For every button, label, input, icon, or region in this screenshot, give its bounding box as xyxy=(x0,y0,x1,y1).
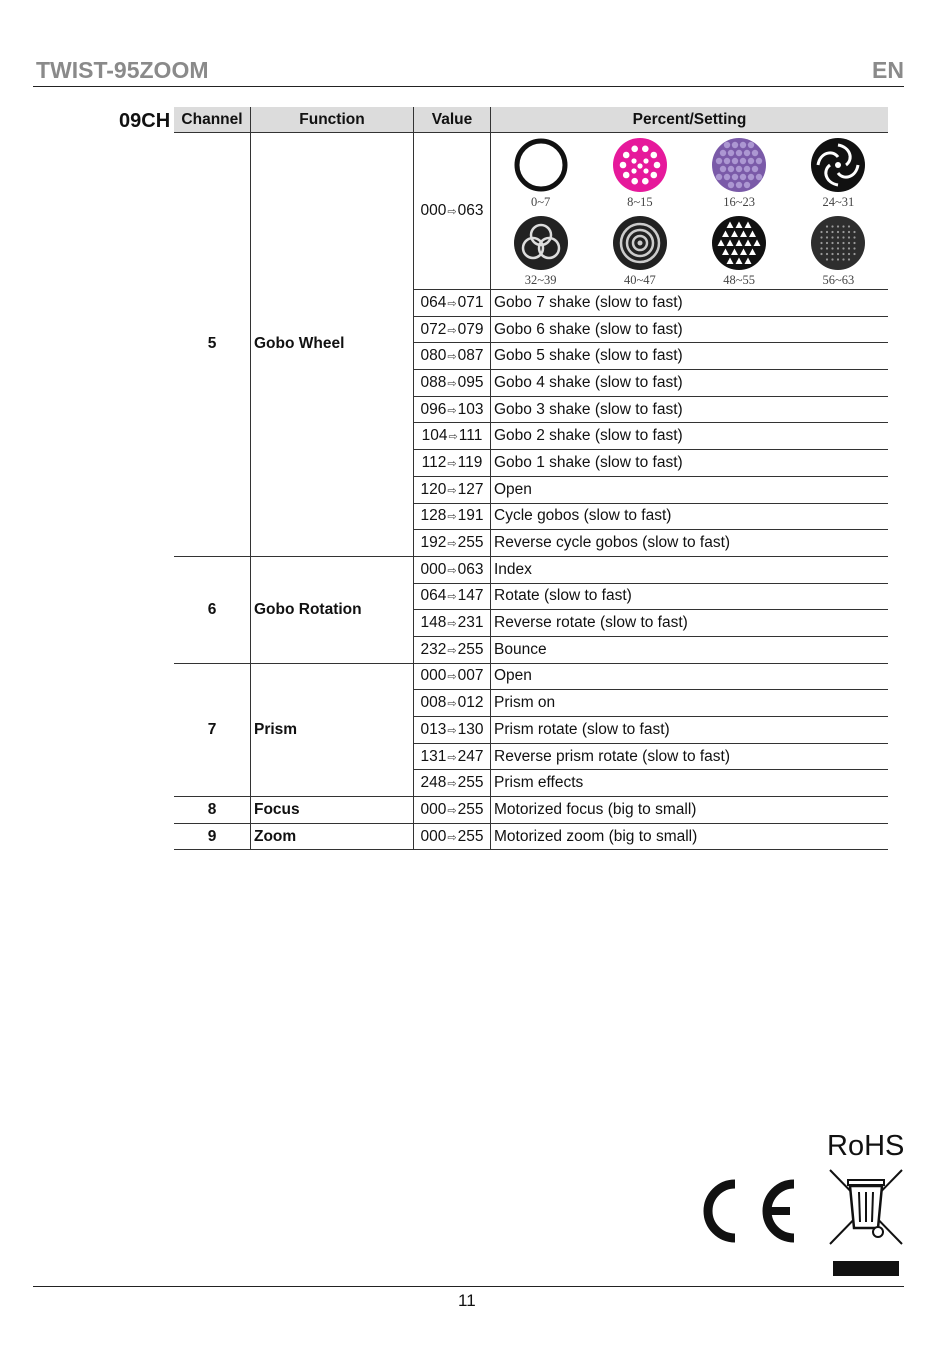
channel-function: Gobo Wheel xyxy=(251,133,414,557)
arrow-icon: ⇨ xyxy=(447,778,457,791)
value-range xyxy=(414,770,491,797)
setting-text: Gobo 1 shake (slow to fast) xyxy=(491,450,889,477)
arrow-icon: ⇨ xyxy=(447,804,457,817)
value-to: 255 xyxy=(457,534,484,552)
value-range xyxy=(414,476,491,503)
setting-text: Reverse prism rotate (slow to fast) xyxy=(491,743,889,770)
setting-text: Gobo 3 shake (slow to fast) xyxy=(491,396,889,423)
gobo-slot xyxy=(590,211,689,289)
channel-number: 6 xyxy=(174,556,251,663)
arrow-icon: ⇨ xyxy=(448,431,458,444)
channel-function: Gobo Rotation xyxy=(251,556,414,663)
value-from: 008 xyxy=(420,694,447,712)
value-from: 000 xyxy=(420,827,447,845)
value-range xyxy=(414,690,491,717)
rings-gobo-icon xyxy=(513,215,569,271)
arrow-icon: ⇨ xyxy=(447,206,457,218)
channel-function: Focus xyxy=(251,797,414,824)
gobo-slot xyxy=(491,133,590,211)
rose-gobo-icon xyxy=(612,215,668,271)
arrow-icon: ⇨ xyxy=(447,751,457,764)
setting-text: Rotate (slow to fast) xyxy=(491,583,889,610)
value-from: 000 xyxy=(420,800,447,818)
arrow-icon: ⇨ xyxy=(447,831,457,844)
star-mesh-gobo-icon xyxy=(711,215,767,271)
arrow-icon: ⇨ xyxy=(447,377,457,390)
gobo-slot xyxy=(789,211,888,289)
header-value: Value xyxy=(414,107,491,133)
table-row xyxy=(174,133,888,290)
arrow-icon: ⇨ xyxy=(447,351,457,364)
gobo-range: 48~55 xyxy=(723,273,755,287)
purple-bubbles-gobo-icon xyxy=(711,137,767,193)
table-row xyxy=(174,556,888,583)
gobo-grid xyxy=(491,133,888,289)
arrow-icon: ⇨ xyxy=(447,591,457,604)
value-range xyxy=(414,717,491,744)
value-from: 104 xyxy=(421,427,448,445)
swirl-gobo-icon xyxy=(810,137,866,193)
value-to: 255 xyxy=(457,800,484,818)
value-range xyxy=(414,530,491,557)
value-range xyxy=(414,503,491,530)
value-to: 231 xyxy=(457,614,484,632)
gobo-range: 8~15 xyxy=(627,195,653,209)
value-range xyxy=(414,396,491,423)
header-function: Function xyxy=(251,107,414,133)
setting-text: Open xyxy=(491,663,889,690)
value-from: 064 xyxy=(420,293,447,311)
value-from: 000 xyxy=(420,202,447,219)
page-number: 11 xyxy=(458,1291,476,1310)
setting-text: Gobo 7 shake (slow to fast) xyxy=(491,290,889,317)
gobo-range: 40~47 xyxy=(623,273,656,287)
value-to: 007 xyxy=(457,667,484,685)
value-range xyxy=(414,290,491,317)
value-from: 000 xyxy=(420,560,447,578)
value-to: 079 xyxy=(457,320,484,338)
arrow-icon: ⇨ xyxy=(447,618,457,631)
arrow-icon: ⇨ xyxy=(447,671,457,684)
table-row xyxy=(174,663,888,690)
value-from: 096 xyxy=(420,400,447,418)
table-row xyxy=(174,823,888,850)
channel-number: 8 xyxy=(174,797,251,824)
arrow-icon: ⇨ xyxy=(447,698,457,711)
value-from: 120 xyxy=(420,480,447,498)
setting-text: Gobo 5 shake (slow to fast) xyxy=(491,343,889,370)
value-to: 255 xyxy=(457,827,484,845)
setting-text: Gobo 2 shake (slow to fast) xyxy=(491,423,889,450)
arrow-icon: ⇨ xyxy=(447,297,457,310)
value-to: 247 xyxy=(457,747,484,765)
channel-number: 9 xyxy=(174,823,251,850)
gobo-slot xyxy=(789,133,888,211)
value-to: 255 xyxy=(457,774,484,792)
value-from: 072 xyxy=(420,320,447,338)
gobo-range: 16~23 xyxy=(723,195,755,209)
value-range xyxy=(414,610,491,637)
arrow-icon: ⇨ xyxy=(447,538,457,551)
gobo-slot xyxy=(690,133,789,211)
value-from: 080 xyxy=(420,347,447,365)
arrow-icon: ⇨ xyxy=(447,564,457,577)
value-range xyxy=(414,343,491,370)
value-to: 063 xyxy=(457,202,484,219)
value-to: 130 xyxy=(457,720,484,738)
setting-text: Motorized zoom (big to small) xyxy=(491,823,889,850)
value-from: 064 xyxy=(420,587,447,605)
dots-gobo-icon xyxy=(810,215,866,271)
open-circle-gobo-icon xyxy=(513,137,569,193)
value-to: 119 xyxy=(457,453,483,471)
table-header-row xyxy=(174,107,888,133)
setting-text: Prism on xyxy=(491,690,889,717)
value-to: 255 xyxy=(457,640,484,658)
value-range xyxy=(414,556,491,583)
value-to: 012 xyxy=(457,694,484,712)
channel-mode-label: 09CH xyxy=(119,110,171,132)
arrow-icon: ⇨ xyxy=(447,511,457,524)
channel-function: Prism xyxy=(251,663,414,796)
value-range xyxy=(414,133,491,290)
setting-text: Motorized focus (big to small) xyxy=(491,797,889,824)
table-row xyxy=(174,797,888,824)
setting-text: Cycle gobos (slow to fast) xyxy=(491,503,889,530)
value-to: 063 xyxy=(457,560,484,578)
footer-divider xyxy=(33,1286,904,1287)
channel-number: 5 xyxy=(174,133,251,557)
setting-text: Open xyxy=(491,476,889,503)
setting-text: Reverse cycle gobos (slow to fast) xyxy=(491,530,889,557)
crossed-bin-icon xyxy=(826,1166,906,1283)
value-to: 103 xyxy=(457,400,484,418)
arrow-icon: ⇨ xyxy=(447,457,457,470)
dmx-channel-table xyxy=(174,107,888,850)
rohs-label: RoHS xyxy=(827,1130,905,1162)
gobo-slot xyxy=(491,211,590,289)
value-range xyxy=(414,823,491,850)
value-range xyxy=(414,450,491,477)
ce-mark-icon xyxy=(702,1176,802,1251)
header-setting: Percent/Setting xyxy=(491,107,889,133)
value-range xyxy=(414,370,491,397)
channel-number: 7 xyxy=(174,663,251,796)
header-divider xyxy=(33,86,904,87)
arrow-icon: ⇨ xyxy=(447,324,457,337)
setting-text: Prism effects xyxy=(491,770,889,797)
header-channel: Channel xyxy=(174,107,251,133)
value-from: 248 xyxy=(420,774,447,792)
value-to: 087 xyxy=(457,347,484,365)
value-from: 131 xyxy=(420,747,447,765)
value-from: 013 xyxy=(420,720,447,738)
value-from: 128 xyxy=(420,507,447,525)
gobo-range: 32~39 xyxy=(524,273,557,287)
gobo-slot xyxy=(690,211,789,289)
channel-function: Zoom xyxy=(251,823,414,850)
magenta-dots-gobo-icon xyxy=(612,137,668,193)
value-from: 000 xyxy=(420,667,447,685)
setting-text: Index xyxy=(491,556,889,583)
value-range xyxy=(414,316,491,343)
value-to: 111 xyxy=(458,427,483,445)
value-range xyxy=(414,797,491,824)
document-title: TWIST-95ZOOM xyxy=(36,57,209,83)
value-range xyxy=(414,743,491,770)
arrow-icon: ⇨ xyxy=(447,724,457,737)
value-range xyxy=(414,663,491,690)
gobo-slot xyxy=(590,133,689,211)
value-to: 147 xyxy=(457,587,484,605)
value-range xyxy=(414,636,491,663)
value-range xyxy=(414,423,491,450)
value-from: 112 xyxy=(421,453,447,471)
gobo-range: 56~63 xyxy=(822,273,855,287)
value-to: 095 xyxy=(457,373,484,391)
setting-text: Gobo 4 shake (slow to fast) xyxy=(491,370,889,397)
arrow-icon: ⇨ xyxy=(447,404,457,417)
value-to: 191 xyxy=(457,507,484,525)
value-from: 088 xyxy=(420,373,447,391)
gobo-range: 24~31 xyxy=(822,195,855,209)
value-range xyxy=(414,583,491,610)
language-code: EN xyxy=(872,57,904,83)
setting-text: Reverse rotate (slow to fast) xyxy=(491,610,889,637)
setting-text: Prism rotate (slow to fast) xyxy=(491,717,889,744)
gobo-range: 0~7 xyxy=(530,195,551,209)
value-to: 127 xyxy=(457,480,484,498)
value-to: 071 xyxy=(457,293,484,311)
setting-text: Bounce xyxy=(491,636,889,663)
arrow-icon: ⇨ xyxy=(447,644,457,657)
arrow-icon: ⇨ xyxy=(447,484,457,497)
value-from: 232 xyxy=(420,640,447,658)
value-from: 148 xyxy=(420,614,447,632)
gobo-setting xyxy=(491,133,889,290)
value-from: 192 xyxy=(420,534,447,552)
setting-text: Gobo 6 shake (slow to fast) xyxy=(491,316,889,343)
